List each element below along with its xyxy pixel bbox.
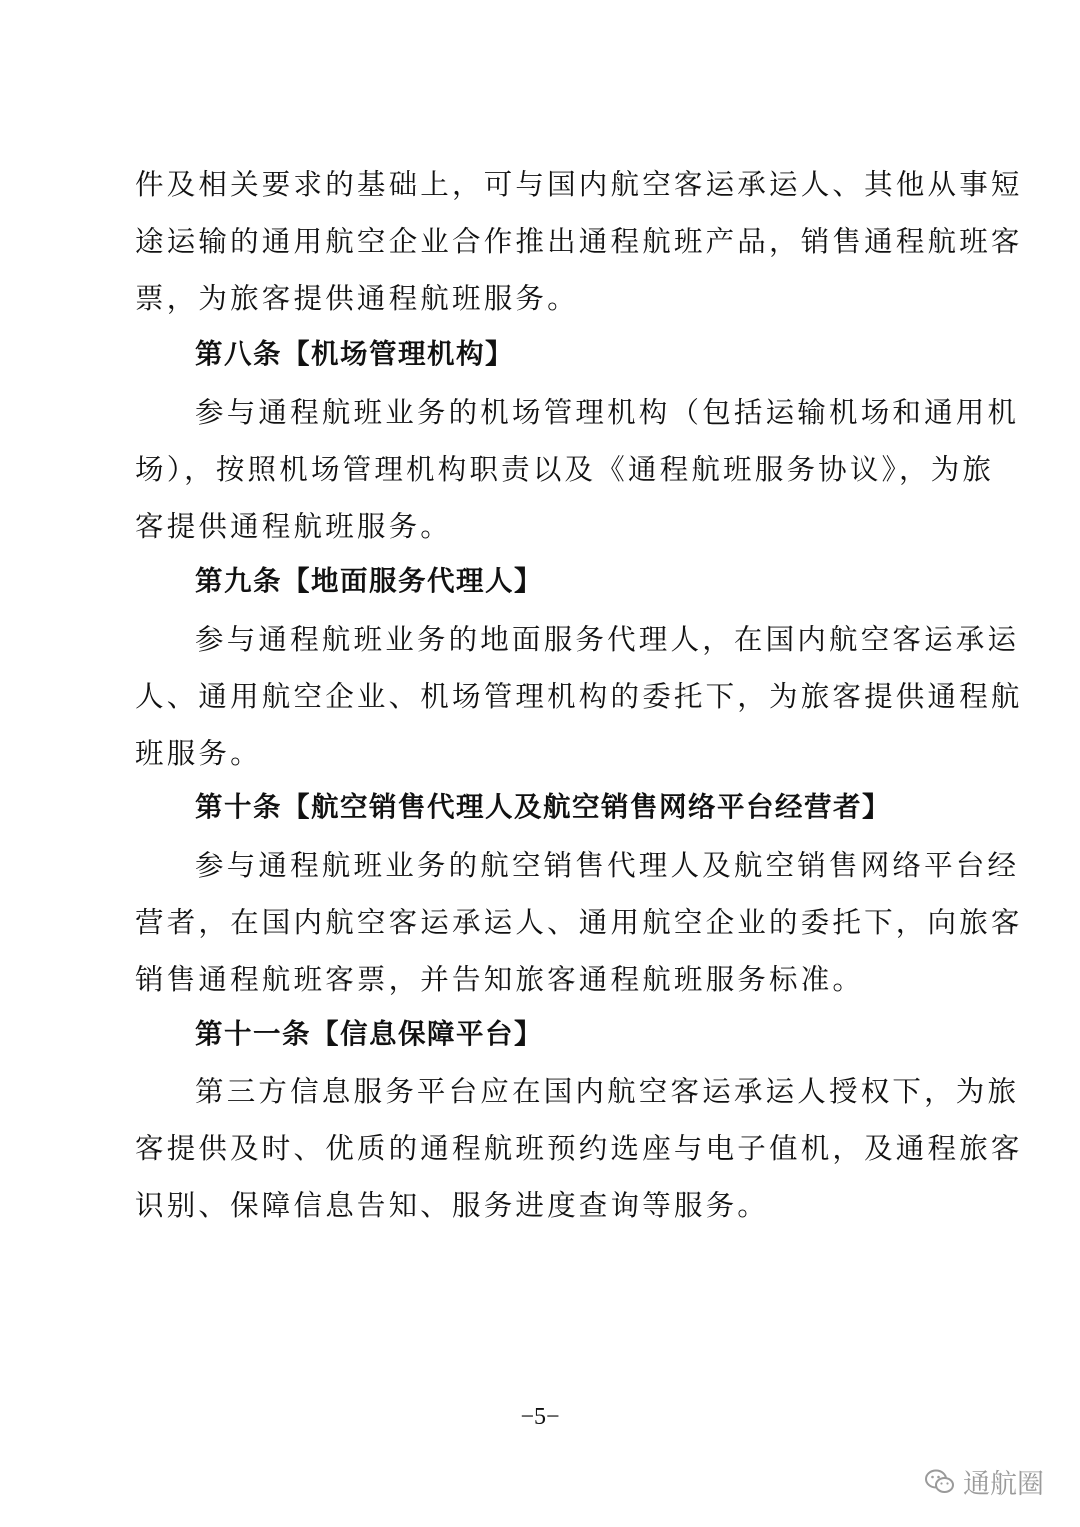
article-10-line-3: 销售通程航班客票，并告知旅客通程航班服务标准。 (135, 963, 865, 996)
article-9-line-3: 班服务。 (135, 737, 262, 770)
intro-line-1: 件及相关要求的基础上，可与国内航空客运承运人、其他从事短 (135, 168, 1023, 201)
intro-paragraph (135, 156, 1023, 327)
article-11-line-1: 第三方信息服务平台应在国内航空客运承运人授权下，为旅 (195, 1075, 1020, 1108)
page-number: −5− (520, 1404, 560, 1430)
article-11-line-2: 客提供及时、优质的通程航班预约选座与电子值机，及通程旅客 (135, 1132, 1023, 1165)
intro-line-2: 途运输的通用航空企业合作推出通程航班产品，销售通程航班客 (135, 225, 1023, 258)
article-11-line-3: 识别、保障信息告知、服务进度查询等服务。 (135, 1189, 770, 1222)
section-paragraph-article-8 (135, 384, 1020, 555)
section-heading-article-10: 第十条【航空销售代理人及航空销售网络平台经营者】 (195, 791, 891, 823)
article-8-line-3: 客提供通程航班服务。 (135, 510, 453, 543)
article-10-line-1: 参与通程航班业务的航空销售代理人及航空销售网络平台经 (195, 849, 1020, 882)
intro-line-3: 票，为旅客提供通程航班服务。 (135, 282, 579, 315)
section-paragraph-article-9 (135, 611, 1023, 782)
section-heading-article-8: 第八条【机场管理机构】 (195, 338, 514, 370)
watermark-text: 通航圈 (963, 1469, 1044, 1500)
article-8-line-1: 参与通程航班业务的机场管理机构（包括运输机场和通用机 (195, 396, 1020, 429)
article-10-line-2: 营者，在国内航空客运承运人、通用航空企业的委托下，向旅客 (135, 906, 1023, 939)
article-9-line-2: 人、通用航空企业、机场管理机构的委托下，为旅客提供通程航 (135, 680, 1023, 713)
watermark (925, 1462, 1044, 1501)
article-9-line-1: 参与通程航班业务的地面服务代理人，在国内航空客运承运 (195, 623, 1020, 656)
section-paragraph-article-11 (135, 1063, 1023, 1234)
wechat-icon (925, 1469, 955, 1495)
section-heading-article-11: 第十一条【信息保障平台】 (195, 1018, 543, 1050)
section-paragraph-article-10 (135, 837, 1023, 1008)
article-8-line-2: 场），按照机场管理机构职责以及《通程航班服务协议》，为旅 (135, 453, 995, 486)
section-heading-article-9: 第九条【地面服务代理人】 (195, 565, 543, 597)
